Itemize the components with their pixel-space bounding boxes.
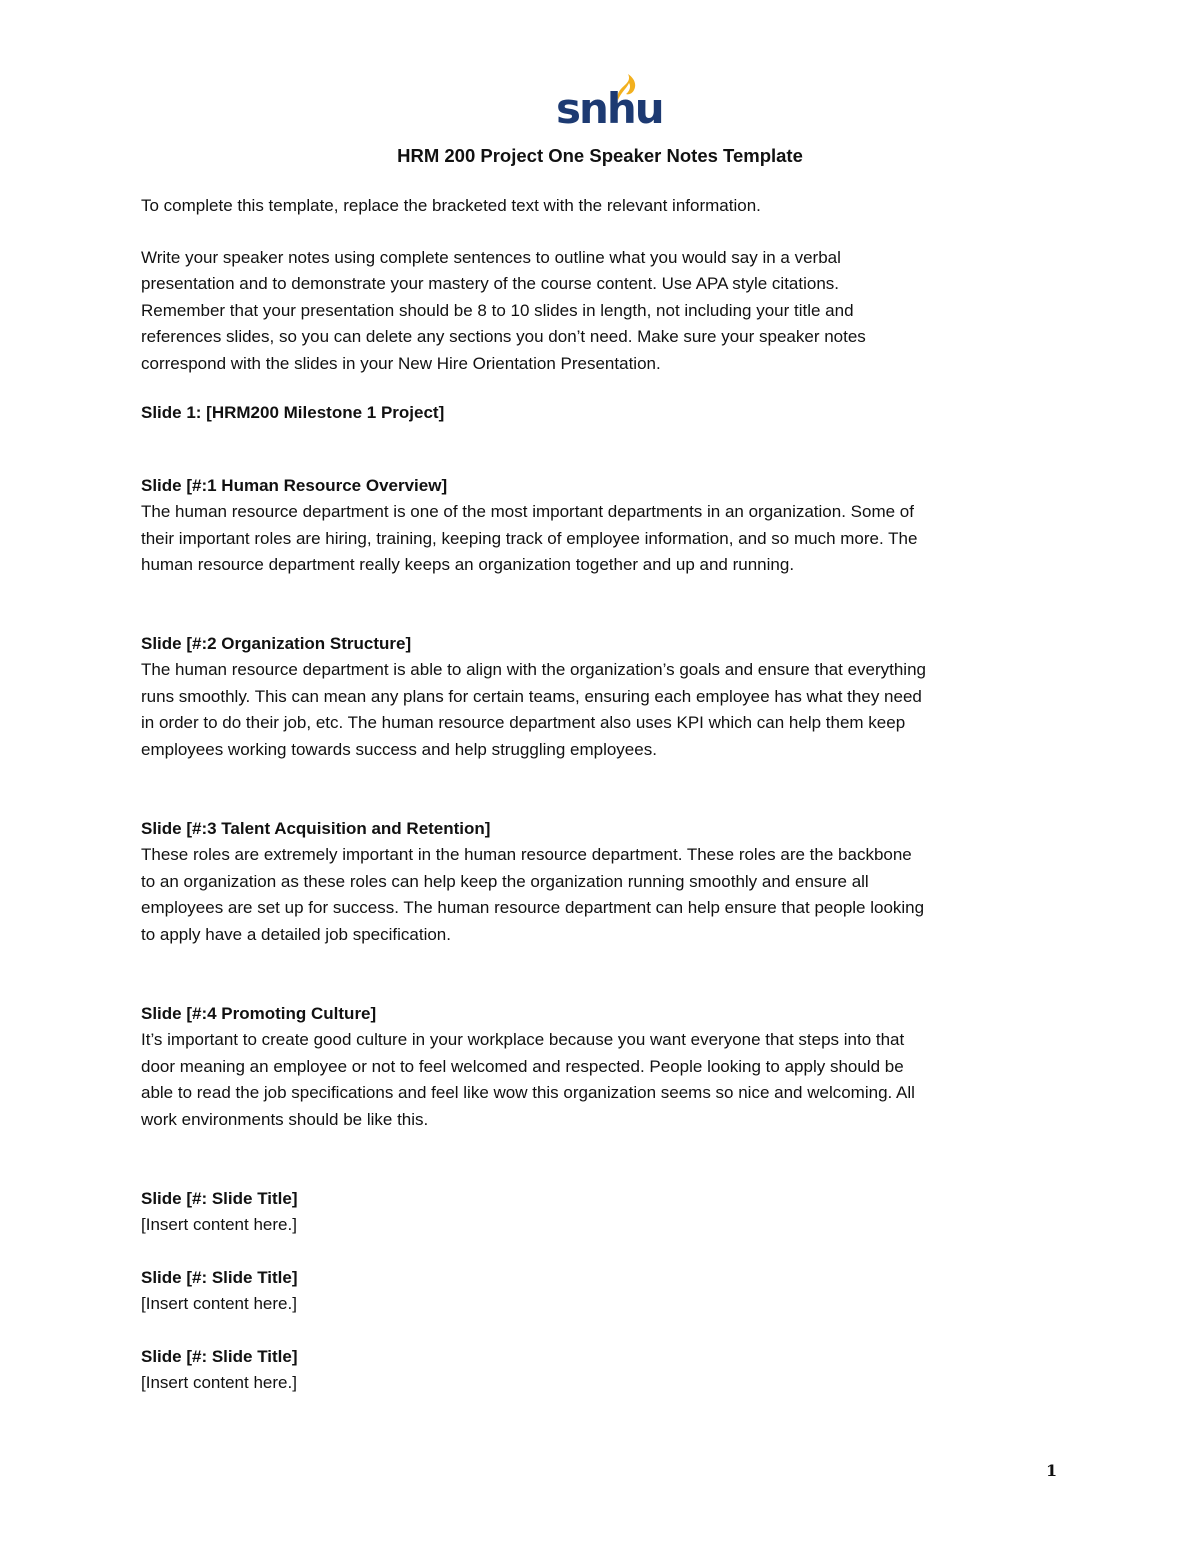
section-line: runs smoothly. This can mean any plans for certain teams, ensuring each employee has what they need bbox=[141, 686, 922, 706]
section-line: The human resource department is able to align with the organization’s goals and ensure that everything bbox=[141, 660, 926, 680]
section-heading: Slide [#:2 Organization Structure] bbox=[141, 634, 412, 653]
section-line: to an organization as these roles can help keep the organization running smoothly and ensure all bbox=[141, 871, 869, 891]
section-line: employees are set up for success. The human resource department can help ensure that people looking bbox=[141, 898, 925, 918]
section-heading: Slide [#:3 Talent Acquisition and Retention] bbox=[141, 819, 491, 838]
instructions-line: references slides, so you can delete any sections you don’t need. Make sure your speaker notes bbox=[141, 327, 866, 347]
slide-section-talent-acquisition bbox=[141, 816, 1071, 948]
placeholder-content: [Insert content here.] bbox=[141, 1215, 297, 1235]
section-heading: Slide [#: Slide Title] bbox=[141, 1268, 298, 1287]
page-number: 1 bbox=[1046, 1461, 1058, 1480]
section-line: to apply have a detailed job specification. bbox=[141, 924, 451, 944]
section-line: work environments should be like this. bbox=[141, 1109, 429, 1129]
placeholder-slide-section bbox=[141, 1344, 1071, 1397]
placeholder-slide-section bbox=[141, 1186, 1071, 1239]
logo-wordmark: snhu bbox=[556, 84, 663, 133]
section-heading: Slide [#: Slide Title] bbox=[141, 1189, 298, 1208]
instructions-line: Write your speaker notes using complete sentences to outline what you would say in a verbal bbox=[141, 248, 841, 267]
snhu-logo bbox=[556, 74, 663, 133]
placeholder-content: [Insert content here.] bbox=[141, 1373, 297, 1393]
document-title: HRM 200 Project One Speaker Notes Template bbox=[397, 145, 803, 166]
slide-section-organization-structure bbox=[141, 631, 1071, 763]
section-heading: Slide [#:1 Human Resource Overview] bbox=[141, 476, 448, 495]
instructions-line: Remember that your presentation should be 8 to 10 slides in length, not including your title and bbox=[141, 300, 854, 320]
section-heading: Slide [#:4 Promoting Culture] bbox=[141, 1004, 377, 1023]
section-line: able to read the job specifications and feel like wow this organization seems so nice and welcoming. All bbox=[141, 1083, 915, 1103]
section-line: These roles are extremely important in the human resource department. These roles are the backbone bbox=[141, 845, 912, 865]
intro-text: To complete this template, replace the bracketed text with the relevant information. bbox=[141, 196, 761, 215]
placeholder-slide-section bbox=[141, 1265, 1071, 1318]
placeholder-content: [Insert content here.] bbox=[141, 1294, 297, 1314]
instructions-line: correspond with the slides in your New Hire Orientation Presentation. bbox=[141, 353, 661, 373]
section-line: in order to do their job, etc. The human resource department also uses KPI which can help them keep bbox=[141, 713, 906, 733]
section-line: door meaning an employee or not to feel welcomed and respected. People looking to apply should be bbox=[141, 1056, 904, 1076]
section-line: their important roles are hiring, training, keeping track of employee information, and so much more. The bbox=[141, 528, 918, 548]
slide-1-heading: Slide 1: [HRM200 Milestone 1 Project] bbox=[141, 403, 445, 422]
section-line: The human resource department is one of the most important departments in an organization. Some of bbox=[141, 502, 914, 522]
instructions-paragraph bbox=[141, 245, 1071, 377]
section-line: human resource department really keeps an organization together and up and running. bbox=[141, 555, 795, 575]
slide-section-human-resource-overview bbox=[141, 473, 1071, 579]
slide-section-promoting-culture bbox=[141, 1001, 1071, 1133]
instructions-line: presentation and to demonstrate your mastery of the course content. Use APA style citations. bbox=[141, 274, 840, 294]
section-line: employees working towards success and help struggling employees. bbox=[141, 739, 657, 759]
section-heading: Slide [#: Slide Title] bbox=[141, 1347, 298, 1366]
section-line: It’s important to create good culture in your workplace because you want everyone that steps into that bbox=[141, 1030, 905, 1050]
